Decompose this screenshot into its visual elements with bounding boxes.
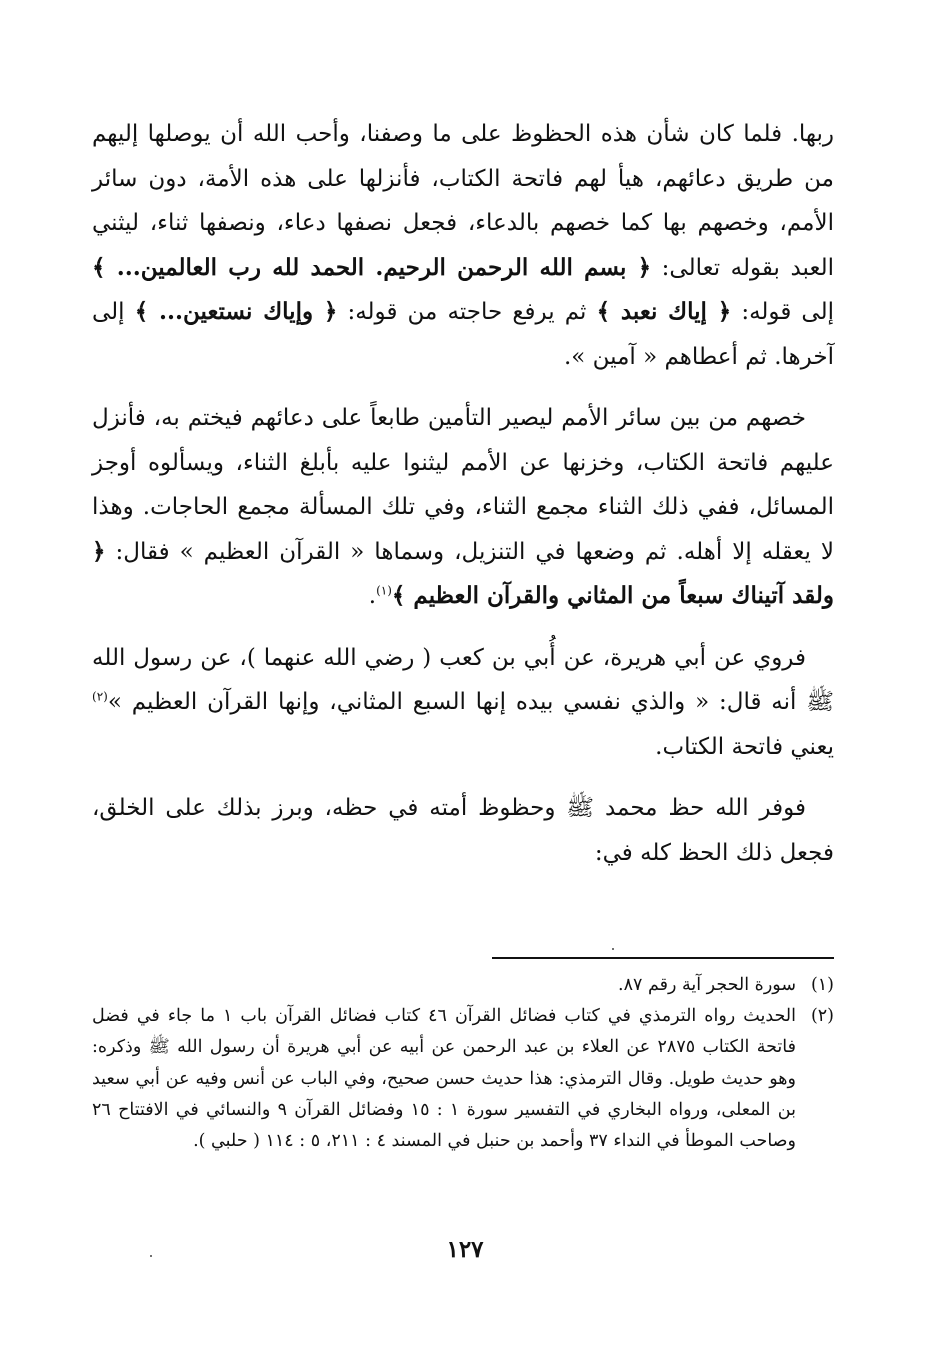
footnote-text: الحديث رواه الترمذي في كتاب فضائل القرآن ٤٦ كتاب فضائل القرآن باب ١ ما جاء في فضل فاتحة الكتاب ٢٨٧٥ عن العلاء بن عبد الرحمن عن أبيه عن أبي هريرة أن رسول الله ﷺ وذكره: وهو حديث طويل. وقال الترمذي: هذا حديث حسن صحيح، وفي الباب عن أنس وفيه عن أبي سعيد بن المعلى، ورواه البخاري في التفسير سورة ١ : ١٥ وفضائل القرآن ٩ والنسائي في الافتتاح ٢٦ وصاحب الموطأ في النداء ٣٧ وأحمد بن حنبل في المسند ٤ : ٢١١، ٥ : ١١٤ ( حلبي ). [92,1006,796,1152]
footnote-marker: (٢) [92,689,108,704]
footnote-divider [492,957,834,959]
quran-quote: ﴿ بسم الله الرحمن الرحيم. الحمد لله رب العالمين... ﴾ [92,253,652,281]
footnote-text: سورة الحجر آية رقم ٨٧. [618,975,796,995]
text-segment: خصهم من بين سائر الأمم ليصير التأمين طابعاً على دعائهم فيختم به، فأنزل عليهم فاتحة الكتاب، وخزنها عن الأمم ليثنوا عليه بأبلغ الثناء، ويسألوه أوجز المسائل، ففي ذلك الثناء مجمع الثناء، وفي تلك المسألة مجمع الحاجات. وهذا لا يعقله إلا أهله. ثم وضعها في التنزيل، وسماها « القرآن العظيم » فقال: [92,405,834,565]
main-text [92,112,834,892]
paragraph [92,112,834,379]
text-segment: فوفر الله حظ محمد ﷺ وحظوظ أمته في حظه، وبرز بذلك على الخلق، فجعل ذلك الحظ كله في: [92,795,834,866]
text-segment: ثم يرفع حاجته من قوله: [337,299,597,325]
page-number: ١٢٧ [446,1236,484,1263]
footnote-marker: (١) [376,583,392,598]
quran-quote: ﴿ إياك نعبد ﴾ [596,298,732,325]
text-segment: . [368,583,377,609]
scan-speck [612,948,614,950]
paragraph [92,396,834,619]
text-segment: ربها. فلما كان شأن هذه الحظوظ على ما وصفنا، وأحب الله أن يوصلها إليهم من طريق دعائهم، هيأ لهم فاتحة الكتاب، فأنزلها على هذه الأمة، دون سائر الأمم، وخصهم بها كما خصهم بالدعاء، فجعل نصفها دعاء، ونصفها ثناء، ليثني العبد بقوله تعالى: [92,121,834,281]
text-segment: يعني فاتحة الكتاب. [655,733,834,760]
quran-quote: ﴿ وإياك نستعين... ﴾ [134,298,338,325]
paragraph [92,636,834,770]
footnote [92,970,834,1001]
footnote-number: (١) [810,975,834,995]
footnote-number: (٢) [810,1006,834,1027]
footnotes [92,970,834,1157]
text-segment: فروي عن أبي هريرة، عن أُبي بن كعب ( رضي الله عنهما )، عن رسول الله ﷺ أنه قال: « والذي نفسي بيده إنها السبع المثاني، وإنها القرآن العظيم » [92,644,834,715]
footnote [92,1001,834,1157]
paragraph [92,786,834,875]
text-segment: إلى قوله: [731,299,834,325]
scan-speck [150,1255,152,1257]
text-segment: إلى آخرها. ثم أعطاهم « آمين ». [92,299,834,370]
quran-quote: ﴿ ولقد آتيناك سبعاً من المثاني والقرآن العظيم ﴾ [92,537,834,609]
